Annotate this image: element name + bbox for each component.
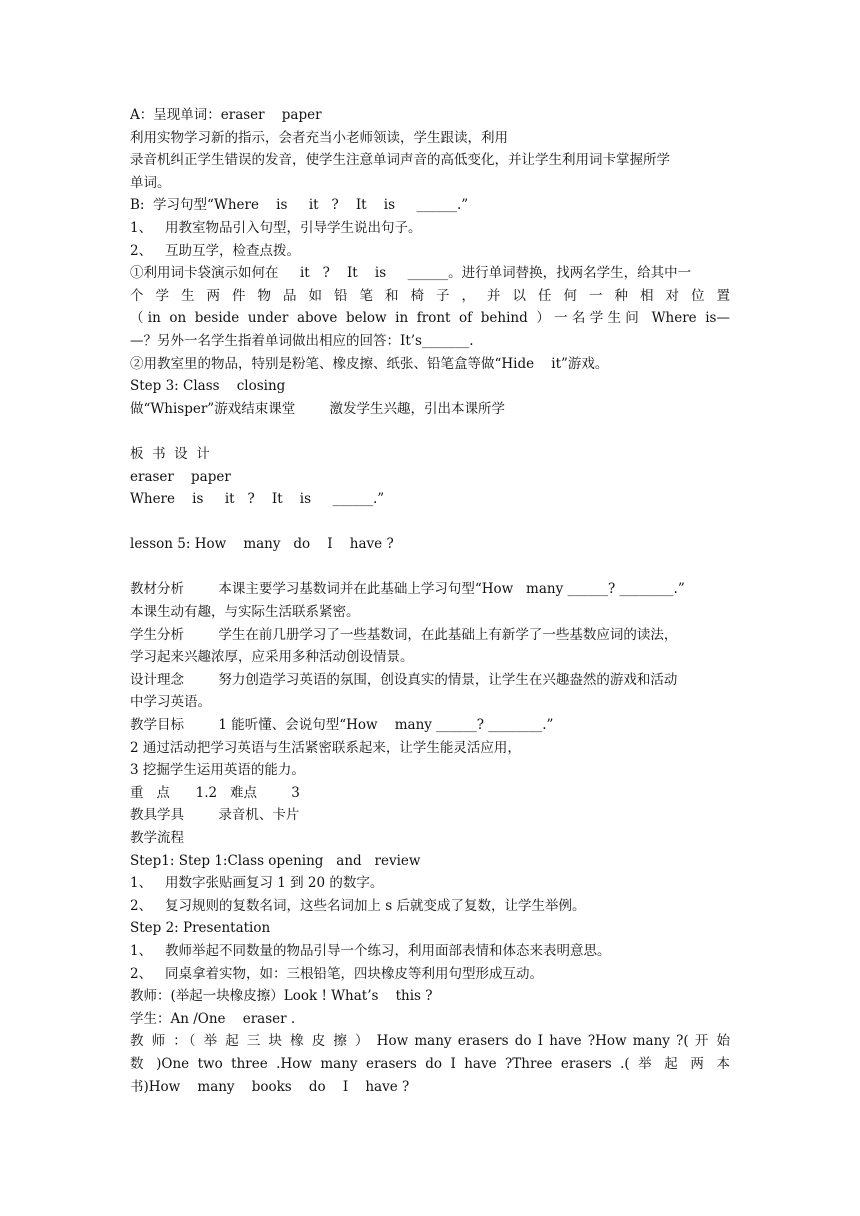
text-line: 中学习英语。 <box>130 694 211 711</box>
text-line: 教学目标 1 能听懂、会说句型“How many ______? ________.” <box>130 717 554 734</box>
text-line: （in on beside under above below in front of behind ）一名学生问 Where is— <box>130 310 730 327</box>
blank-line <box>130 556 730 579</box>
text-line: 2 通过活动把学习英语与生活紧密联系起来，让学生能灵活应用， <box>130 739 521 756</box>
step-heading: Step 2: Presentation <box>130 920 271 937</box>
text-line: 教材分析 本课主要学习基数词并在此基础上学习句型“How many ______? ________.” <box>130 581 685 598</box>
text-line: 学生分析 学生在前几册学习了一些基数词，在此基础上有新学了一些基数应词的读法， <box>130 626 678 643</box>
text-line: 2、 互助互学，检查点拨。 <box>130 242 300 259</box>
text-line: 教学流程 <box>130 830 184 846</box>
text-line: 书)How many books do I have ? <box>130 1078 410 1095</box>
text-line: 教 师 ：（ 举 起 三 块 橡 皮 擦 ） How many erasers do I have ?How many ?( 开 始 <box>130 1033 730 1050</box>
text-line: —？另外一名学生指着单词做出相应的回答：It’s_______. <box>130 332 474 349</box>
text-line: 学习起来兴趣浓厚，应采用多种活动创设情景。 <box>130 649 414 666</box>
text-line: 学生：An /One eraser . <box>130 1010 296 1027</box>
text-line: 教师：(举起一块橡皮擦）Look ! What’s this ? <box>130 988 433 1005</box>
text-line: 1、 教师举起不同数量的物品引导一个练习，利用面部表情和体态来表明意思。 <box>130 942 611 959</box>
text-line: 录音机纠正学生错误的发音，使学生注意单词声音的高低变化，并让学生利用词卡掌握所学 <box>130 152 670 169</box>
document-body <box>130 104 730 1098</box>
lesson-title: lesson 5: How many do I have ? <box>130 536 394 553</box>
text-line: 利用实物学习新的指示，会者充当小老师领读，学生跟读，利用 <box>130 129 508 146</box>
step-heading: Step1: Step 1:Class opening and review <box>130 852 421 869</box>
text-line: 个 学 生 两 件 物 品 如 铅 笔 和 椅 子 ， 并 以 任 何 一 种 相 对 位 置 <box>130 287 730 304</box>
text-line: ①利用词卡袋演示如何在 it ? It is ______。进行单词替换，找两名学生，给其中一 <box>130 265 692 282</box>
text-line: 本课生动有趣，与实际生活联系紧密。 <box>130 604 360 621</box>
text-line: 做“Whisper”游戏结束课堂 激发学生兴趣，引出本课所学 <box>130 400 506 417</box>
text-line: B: 学习句型“Where is it ? It is ______.” <box>130 197 469 214</box>
text-line: 1、 用教室物品引入句型，引导学生说出句子。 <box>130 219 422 236</box>
text-line: 2、 复习规则的复数名词，这些名词加上 s 后就变成了复数，让学生举例。 <box>130 897 586 914</box>
text-line: 教具学具 录音机、卡片 <box>130 807 300 824</box>
section-heading: 板 书 设 计 <box>130 445 210 462</box>
text-line: 重 点 1.2 难点 3 <box>130 784 300 801</box>
blank-line <box>130 420 730 443</box>
text-line: Where is it ? It is ______.” <box>130 491 385 508</box>
text-line: 单词。 <box>130 174 171 191</box>
step-heading: Step 3: Class closing <box>130 378 286 395</box>
text-line: 数 )One two three .How many erasers do I have ?Three erasers .( 举 起 两 本 <box>130 1055 730 1072</box>
text-line: ②用教室里的物品，特别是粉笔、橡皮擦、纸张、铅笔盒等做“Hide it”游戏。 <box>130 355 609 372</box>
text-line: 3 挖掘学生运用英语的能力。 <box>130 762 305 779</box>
text-line: A：呈现单词：eraser paper <box>130 107 322 123</box>
text-line: 1、 用数字张贴画复习 1 到 20 的数字。 <box>130 875 384 892</box>
text-line: 2、 同桌拿着实物，如：三根铅笔，四块橡皮等利用句型形成互动。 <box>130 965 543 982</box>
text-line: eraser paper <box>130 468 231 485</box>
text-line: 设计理念 努力创造学习英语的氛围，创设真实的情景，让学生在兴趣盎然的游戏和活动 <box>130 671 678 688</box>
blank-line <box>130 511 730 534</box>
